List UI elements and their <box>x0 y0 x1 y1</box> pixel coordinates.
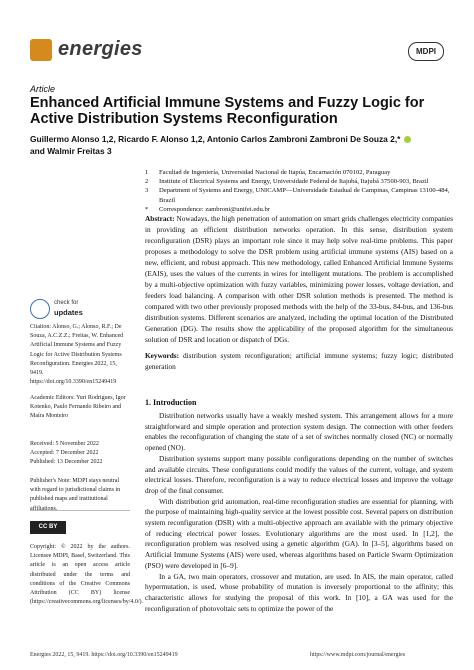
journal-name: energies <box>58 38 143 60</box>
paragraph: In a GA, two main operators, crossover and mutation, are used. In AIS, the main operator, called hypermutation, is used, whose probability of mutation is inversely proportional to the affinity; this characteristic allows for studying the proposal of this work. In [10], a GA was used for the reconfiguration of photovoltaic sets to optimize the power of the <box>145 571 453 613</box>
academic-editors: Academic Editors: Yuri Rodrigues, Igor Kotenko, Paulo Fernando Ribeiro and Maíra Monteiro <box>30 395 126 420</box>
divider <box>30 510 130 511</box>
article-type: Article <box>30 84 56 94</box>
affiliation-number: 2 <box>145 178 149 186</box>
paragraph: With distribution grid automation, real-time reconfiguration studies are essential for planning, with the purpose of maintaining high-quality service at the lowest possible cost. Several papers on distribution system reconfiguration (DSR) with a multi-objective approach are available with the primary objective of reducing electrical power losses. Evolutionary algorithms are the most used. In [1,2], the reconfiguration problem was resolved using a genetic algorithm (GA). In [3–5], algorithms based on Artificial Immune Systems (AIS) were used, whereas algorithms based on Particle Swarm Optimization (PSO) were developed in [6–9]. <box>145 496 453 570</box>
orcid-icon[interactable] <box>404 136 411 143</box>
correspondence-email[interactable]: Correspondence: zambroni@unifei.edu.br <box>159 205 270 213</box>
keywords-label: Keywords: <box>145 351 180 360</box>
affiliation-number: 1 <box>145 169 149 176</box>
check-updates-text: check for <box>54 300 79 306</box>
citation-block: Citation: Alonso, G.; Alonso, R.F.; De Souza, A.C.Z.Z.; Freitas, W. Enhanced Artificial Immune Systems and Fuzzy Logic for Active Distribution Systems Reconfiguration. Energies 2022, 15, 9419. https://doi.org/10.3390/en15249419 <box>30 324 124 386</box>
affiliation-item <box>145 186 455 204</box>
introduction-body <box>145 411 453 614</box>
affiliation-item <box>145 177 455 186</box>
publisher-logo[interactable]: MDPI <box>408 42 444 61</box>
paragraph: Distribution systems support many possible configurations depending on the number of switches and available circuits. These configurations could modify the values of the current, voltage, and system electrical losses. Therefore, reconfiguration is a way to reduce electrical losses and improve the voltage drop of the final consumer. <box>145 453 453 495</box>
footer-journal-link[interactable]: https://www.mdpi.com/journal/energies <box>310 652 406 658</box>
accepted-date: Accepted: 7 December 2022 <box>30 450 99 457</box>
author-list <box>30 134 450 157</box>
journal-logo-icon <box>30 39 52 61</box>
keywords-text: distribution system reconfiguration; artificial immune systems; fuzzy logic; distributed generation <box>145 351 453 371</box>
affiliation-number: 3 <box>145 187 149 195</box>
affiliations <box>145 168 455 214</box>
cc-license-badge[interactable]: CC BY <box>30 521 66 534</box>
keywords <box>145 350 453 372</box>
affiliation-text: Department of Systems and Energy, UNICAMP—Universidade Estadual de Campinas, Campinas 13100-484, Brazil <box>159 187 450 204</box>
footer-citation[interactable]: Energies 2022, 15, 9419. https://doi.org/10.3390/en15249419 <box>30 652 178 658</box>
publication-dates <box>30 440 130 468</box>
received-date: Received: 5 November 2022 <box>30 441 99 447</box>
affiliation-text: Institute of Electrical Systems and Energy, Universidade Federal de Itajubá, Itajubá 37500-903, Brazil <box>159 178 429 186</box>
publisher-note: Publisher's Note: MDPI stays neutral with regard to jurisdictional claims in published maps and institutional affiliations. <box>30 478 121 512</box>
section-heading: 1. Introduction <box>145 398 197 407</box>
check-updates-text: updates <box>54 308 83 317</box>
abstract-text: Nowadays, the high penetration of automation on smart grids challenges electricity companies in providing an efficient distribution networks operation. In this sense, distribution system reconfiguration (DSR) plays an important role since it may help solve real-time problems. This paper proposes a methodology to solve the DSR problem using artificial immune systems (AIS) based on a new, efficient, and robust approach. This new methodology, called Enhanced Artificial Immune Systems (EAIS), uses the values of the currents in wires for intelligent mutations. The problem is accomplished by a multi-objective optimization with fuzzy variables, minimizing power losses, voltage deviation, and feeders load balancing. A comparison with other DSR solution methods is presented. The method is compared with two other previously proposed methods with the help of the 33-bus, 84-bus, and 136-bus distribution systems. Different scenarios are analyzed, including the optimal location of the Distributed Generation (DG). The results show the applicability of the proposed algorithm for the simultaneous solution of DSR and location or dispatch of DGs. <box>145 214 453 344</box>
affiliation-text: Facultad de Ingeniería, Universidad Nacional de Itapúa, Encarnación 070102, Paraguay <box>159 169 391 176</box>
authors-line-1: Guillermo Alonso 1,2, Ricardo F. Alonso 1,2, Antonio Carlos Zambroni Zambroni De Souza 2,* <box>30 134 401 144</box>
article-title: Enhanced Artificial Immune Systems and Fuzzy Logic for Active Distribution Systems Reconfiguration <box>30 95 425 127</box>
check-updates-icon <box>30 299 50 319</box>
abstract <box>145 213 453 345</box>
affiliation-item <box>145 168 455 177</box>
authors-line-2: and Walmir Freitas 3 <box>30 145 112 156</box>
affiliation-number: * <box>145 205 149 213</box>
check-for-updates-button[interactable] <box>30 298 100 320</box>
paragraph: Distribution networks usually have a weakly meshed system. This arrangement allows for a more straightforward and simple operation and protection system design. The connection with other feeders enables the reconfiguration of changing the state of a set of switches normally closed (NC) or normally opened (NO). <box>145 411 453 453</box>
abstract-label: Abstract: <box>145 214 175 223</box>
copyright-notice: Copyright: © 2022 by the authors. Licensee MDPI, Basel, Switzerland. This article is an open access article distributed under the terms and conditions of the Creative Commons Attribution (CC BY) license (https://creativecommons.org/licenses/by/4.0/). <box>30 544 144 606</box>
published-date: Published: 13 December 2022 <box>30 459 103 466</box>
